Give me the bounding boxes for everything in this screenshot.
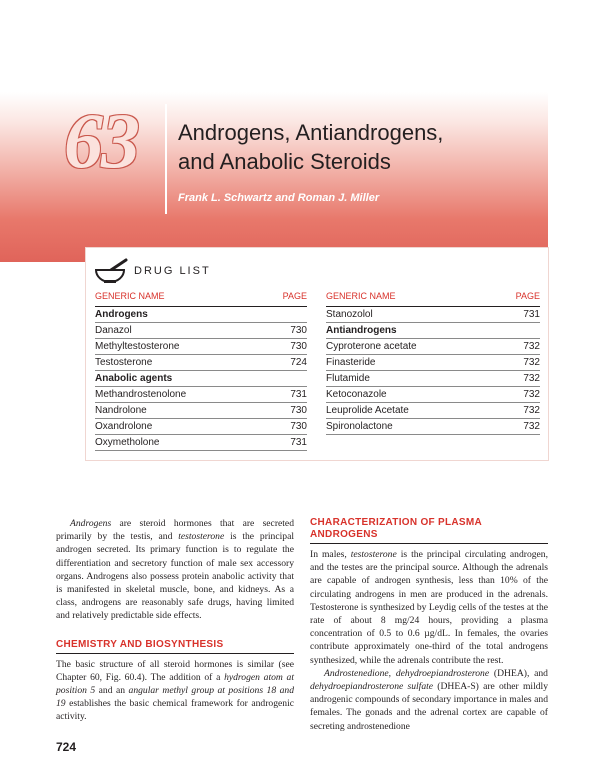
- drug-page: 724: [290, 357, 307, 368]
- plasma-paragraph-2: [310, 667, 548, 733]
- drug-row: [95, 403, 307, 419]
- drug-name: Methandrostenolone: [95, 389, 187, 400]
- chemistry-paragraph: [56, 658, 294, 724]
- text-run: angular methyl group at positions 18 and 19: [56, 685, 294, 710]
- drug-page: 732: [523, 421, 540, 432]
- chapter-number: 63: [64, 97, 138, 184]
- drug-page: 732: [523, 405, 540, 416]
- text-run: establishes the basic chemical framework for androgenic activity.: [56, 698, 294, 723]
- drug-group-row: [95, 371, 307, 387]
- chapter-title: [178, 118, 538, 176]
- text-run: In males,: [310, 549, 351, 560]
- page-header: PAGE: [282, 291, 307, 301]
- drug-row: [95, 387, 307, 403]
- drug-group-row: [95, 307, 307, 323]
- chapter-title-line-2: and Anabolic Steroids: [178, 149, 391, 174]
- drug-list-right-column: [326, 291, 540, 435]
- drug-row: [326, 339, 540, 355]
- text-run: testosterone: [350, 549, 397, 560]
- drug-name: Oxymetholone: [95, 437, 160, 448]
- drug-list-left-header: [95, 291, 307, 307]
- drug-name: Spironolactone: [326, 421, 393, 432]
- text-run: The basic structure of all steroid hormones is similar (see Chapter 60, Fig. 60.4). The addition of a: [56, 658, 294, 683]
- drug-page: 731: [523, 309, 540, 320]
- text-run: Androgens: [70, 518, 112, 529]
- page-header: PAGE: [515, 291, 540, 301]
- drug-row: [95, 339, 307, 355]
- text-run: is the principal androgen secreted. Its primary function is to regulate the differentiation and secretory function of male sex accessory organs. Androgens also possess protein anabolic activity that is manifested in skeletal muscle, bone, and kidneys. As a class, androgens are reasonably safe drugs, having limited and relatively predictable side effects.: [56, 531, 294, 622]
- drug-list-right-header: [326, 291, 540, 307]
- drug-row: [326, 307, 540, 323]
- drug-name: Danazol: [95, 325, 132, 336]
- drug-row: [326, 371, 540, 387]
- drug-name: Methyltestosterone: [95, 341, 180, 352]
- drug-name: Leuprolide Acetate: [326, 405, 409, 416]
- drug-list-left-rows: [95, 307, 307, 451]
- body-right-column: [310, 517, 548, 733]
- drug-page: 730: [290, 405, 307, 416]
- drug-name: Antiandrogens: [326, 325, 397, 336]
- generic-name-header: GENERIC NAME: [95, 291, 165, 301]
- drug-name: Cyproterone acetate: [326, 341, 417, 352]
- chemistry-heading: CHEMISTRY AND BIOSYNTHESIS: [56, 639, 294, 654]
- drug-row: [95, 323, 307, 339]
- drug-name: Nandrolone: [95, 405, 147, 416]
- drug-name: Finasteride: [326, 357, 376, 368]
- text-run: is the principal circulating androgen, and the testes are the principal source. Although the adrenals are capable of androgen synthesis, less than 10% of the circulating androgens in men are produced in the adrenals. Testosterone is synthesized by Leydig cells of the testes at the rate of about 8 mg/24 hours, providing a plasma concentration of 0.5 to 0.6 µg/dL. In females, the ovaries contribute approximately one-third of the total androgens synthesized, while the adrenals contribute the rest.: [310, 549, 548, 666]
- drug-name: Testosterone: [95, 357, 153, 368]
- chapter-authors: Frank L. Schwartz and Roman J. Miller: [178, 192, 380, 204]
- drug-page: 732: [523, 373, 540, 384]
- drug-page: 731: [290, 437, 307, 448]
- title-divider: [165, 104, 167, 214]
- text-run: (DHEA-S) are other mildly androgenic compounds of secondary importance in males and females. The gonads and the adrenal cortex are capable of secreting androstenedione: [310, 681, 548, 732]
- plasma-heading-line-1: CHARACTERIZATION OF PLASMA: [310, 517, 483, 528]
- drug-row: [326, 355, 540, 371]
- plasma-heading: [310, 517, 548, 544]
- drug-list-right-rows: [326, 307, 540, 435]
- drug-page: 731: [290, 389, 307, 400]
- drug-page: 730: [290, 421, 307, 432]
- generic-name-header: GENERIC NAME: [326, 291, 396, 301]
- plasma-heading-line-2: ANDROGENS: [310, 529, 378, 540]
- drug-name: Anabolic agents: [95, 373, 173, 384]
- drug-page: 730: [290, 325, 307, 336]
- drug-row: [95, 435, 307, 451]
- drug-page: 732: [523, 389, 540, 400]
- drug-list-heading: [94, 258, 211, 284]
- drug-list-label: DRUG LIST: [134, 265, 211, 277]
- drug-page: 732: [523, 357, 540, 368]
- text-run: hydrogen atom at position 5: [56, 671, 295, 697]
- page-number: 724: [56, 740, 77, 754]
- drug-page: 730: [290, 341, 307, 352]
- drug-name: Oxandrolone: [95, 421, 153, 432]
- plasma-paragraph-1: [310, 548, 548, 667]
- drug-name: Ketoconazole: [326, 389, 387, 400]
- drug-group-row: [326, 323, 540, 339]
- drug-page: 732: [523, 341, 540, 352]
- drug-name: Flutamide: [326, 373, 370, 384]
- drug-row: [95, 419, 307, 435]
- drug-name: Androgens: [95, 309, 148, 320]
- text-run: testosterone: [178, 531, 225, 543]
- mortar-pestle-icon: [94, 258, 130, 284]
- text-run: dehydroepiandrosterone sulfate: [310, 681, 434, 693]
- drug-list-left-column: [95, 291, 307, 451]
- text-run: (DHEA), and: [489, 667, 548, 679]
- drug-row: [326, 419, 540, 435]
- drug-row: [326, 403, 540, 419]
- text-run: Androstenedione, dehydroepiandrosterone: [324, 667, 490, 679]
- drug-name: Stanozolol: [326, 309, 373, 320]
- text-run: and an: [95, 685, 129, 697]
- text-run: are steroid hormones that are secreted primarily by the testis, and: [56, 518, 294, 543]
- chapter-title-line-1: Androgens, Antiandrogens,: [178, 120, 444, 145]
- drug-row: [95, 355, 307, 371]
- drug-row: [326, 387, 540, 403]
- body-left-column: [56, 517, 294, 724]
- intro-paragraph: [56, 517, 294, 623]
